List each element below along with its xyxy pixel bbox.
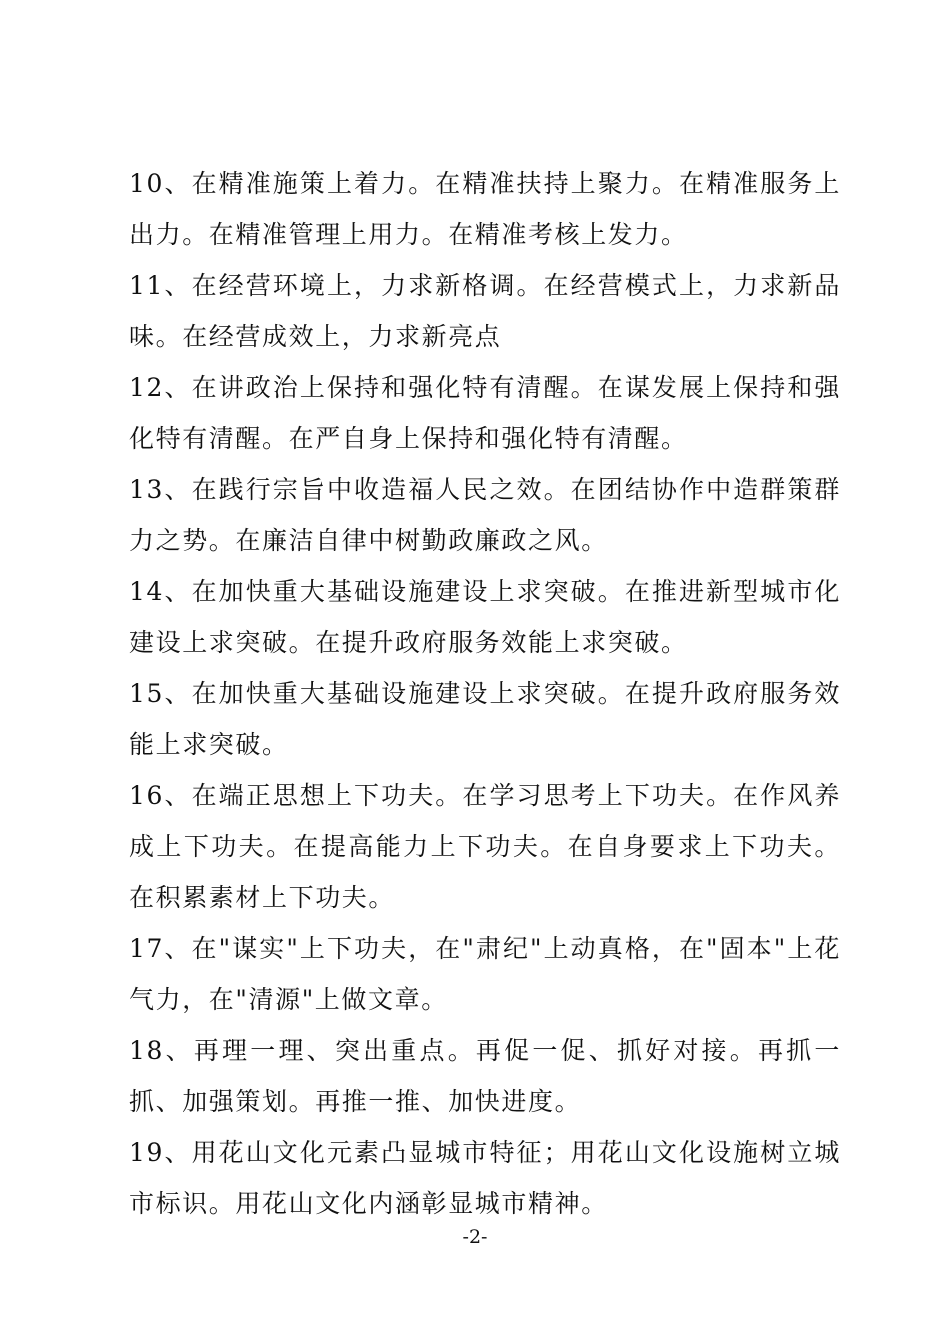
list-item-11: 11、在经营环境上，力求新格调。在经营模式上，力求新品味。在经营成效上，力求新亮点: [129, 271, 841, 351]
list-item-17: 17、在"谋实"上下功夫，在"肃纪"上动真格，在"固本"上花气力，在"清源"上做文章。: [129, 934, 841, 1014]
list-item-14: 14、在加快重大基础设施建设上求突破。在推进新型城市化建设上求突破。在提升政府服务效能上求突破。: [129, 577, 841, 657]
list-item-13: 13、在践行宗旨中收造福人民之效。在团结协作中造群策群力之势。在廉洁自律中树勤政廉政之风。: [129, 475, 841, 555]
list-item-16: 16、在端正思想上下功夫。在学习思考上下功夫。在作风养成上下功夫。在提高能力上下功夫。在自身要求上下功夫。在积累素材上下功夫。: [129, 781, 841, 912]
list-item-19: 19、用花山文化元素凸显城市特征；用花山文化设施树立城市标识。用花山文化内涵彰显城市精神。: [129, 1138, 841, 1218]
document-body: [129, 158, 841, 1229]
list-item-12: 12、在讲政治上保持和强化特有清醒。在谋发展上保持和强化特有清醒。在严自身上保持和强化特有清醒。: [129, 373, 841, 453]
list-item-10: 10、在精准施策上着力。在精准扶持上聚力。在精准服务上出力。在精准管理上用力。在精准考核上发力。: [129, 169, 841, 249]
list-item-18: 18、再理一理、突出重点。再促一促、抓好对接。再抓一抓、加强策划。再推一推、加快进度。: [129, 1036, 841, 1116]
page-number: -2-: [462, 1226, 488, 1248]
list-item-15: 15、在加快重大基础设施建设上求突破。在提升政府服务效能上求突破。: [129, 679, 841, 759]
